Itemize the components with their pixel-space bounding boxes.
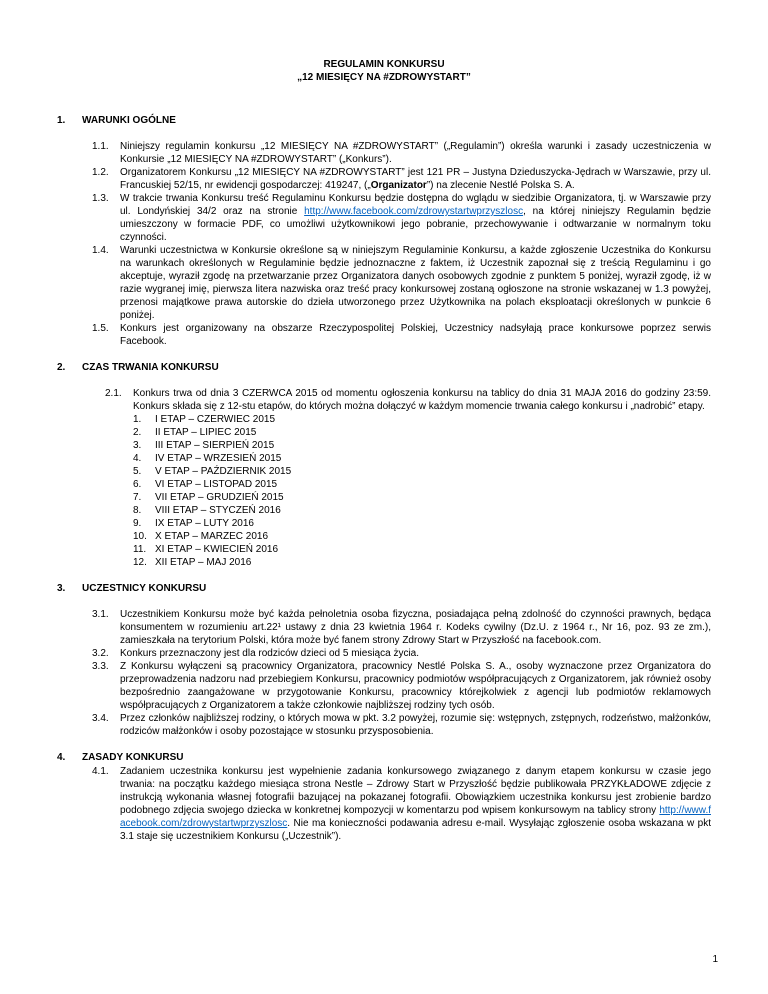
etap-item-5 bbox=[133, 465, 711, 478]
etap-item-2 bbox=[133, 426, 711, 439]
clause-number: 1.5. bbox=[92, 323, 109, 334]
etap-number: 9. bbox=[133, 518, 142, 529]
clause-text bbox=[120, 166, 711, 192]
clause-text: Przez członków najbliższej rodziny, o których mowa w pkt. 3.2 powyżej, rozumie się: wstępnych, zstępnych, rodzeństwo, małżonków, rodziców małżonków i osoby pozostające w stosunku przysposobienia. bbox=[120, 713, 711, 737]
clause-text: Uczestnikiem Konkursu może być każda pełnoletnia osoba fizyczna, posiadająca pełną zdolność do czynności prawnych, będąca konsumentem w rozumieniu art.22¹ ustawy z dnia 23 kwietnia 1964 r. Kodeks cywilny (Dz.U. z 1964 r., Nr 16, poz. 93 ze zm.), zamieszkała na terytorium Polski, która może być fanem strony Zdrowy Start w Przyszłość na facebook.com. bbox=[120, 609, 711, 646]
clause-1-5 bbox=[92, 322, 711, 348]
clause-3-2 bbox=[92, 647, 711, 660]
etap-number: 4. bbox=[133, 453, 142, 464]
section-warunki-ogolne bbox=[57, 114, 711, 348]
clause-text-part: Konkurs trwa od dnia 3 CZERWCA 2015 od momentu ogłoszenia konkursu na tablicy do dnia 31 MAJA 2016 do godziny 23:59. Konkurs składa się z 12-stu etapów, do których można dołączyć w każdym momencie trwania całego konkursu i „nadrobić” etapy. bbox=[133, 388, 711, 412]
clause-text bbox=[120, 765, 711, 843]
page-number: 1 bbox=[712, 954, 718, 965]
clause-1-4 bbox=[92, 244, 711, 322]
clause-number: 1.2. bbox=[92, 167, 109, 178]
clause-text-part: ”) na zlecenie Nestlé Polska S. A. bbox=[426, 180, 575, 191]
clause-text bbox=[133, 387, 711, 569]
etap-item-1 bbox=[133, 413, 711, 426]
section-number: 3. bbox=[57, 583, 66, 594]
etap-label: I ETAP – CZERWIEC 2015 bbox=[155, 414, 276, 425]
clause-3-1 bbox=[92, 608, 711, 647]
etap-item-11 bbox=[133, 543, 711, 556]
etap-number: 11. bbox=[133, 544, 147, 555]
clause-text-part: , na której niniejszy Regulamin będzie umieszczony w formacie PDF, co umożliwi użytkownikowi jego pobranie, przechowywanie i odtwarzanie w normalnym toku czynności. bbox=[120, 206, 711, 243]
etap-number: 5. bbox=[133, 466, 142, 477]
etap-label: IX ETAP – LUTY 2016 bbox=[155, 518, 254, 529]
clause-text bbox=[120, 192, 711, 244]
etap-label: VIII ETAP – STYCZEŃ 2016 bbox=[155, 505, 281, 516]
etap-label: IV ETAP – WRZESIEŃ 2015 bbox=[155, 453, 282, 464]
etap-label: VI ETAP – LISTOPAD 2015 bbox=[155, 479, 278, 490]
etap-number: 2. bbox=[133, 427, 142, 438]
clause-2-1 bbox=[105, 387, 711, 569]
etap-label: XI ETAP – KWIECIEŃ 2016 bbox=[155, 544, 279, 555]
clause-text: Konkurs jest organizowany na obszarze Rzeczypospolitej Polskiej, Uczestnicy nadsyłają prace konkursowe poprzez serwis Facebook. bbox=[120, 323, 711, 347]
clause-3-3 bbox=[92, 660, 711, 712]
clause-text-part: Zadaniem uczestnika konkursu jest wypełnienie zadania konkursowego związanego z danym etapem konkursu w czasie jego trwania: na początku każdego miesiąca strona Nestle – Zdrowy Start w Przyszłość będzie publikowała PRZYKŁADOWE zdjęcie z instrukcją wykonania własnej fotografii bazującej na pokazanej fotografii. Obowiązkiem uczestnika konkursu jest zrobienie bardzo podobnego zdjęcia swojego dziecka w konkretnej kompozycji w komentarzu pod wpisem konkursowym na tablicy strony bbox=[120, 766, 711, 816]
clause-number: 3.1. bbox=[92, 609, 109, 620]
clause-number: 2.1. bbox=[105, 388, 122, 399]
clause-number: 1.1. bbox=[92, 141, 109, 152]
clause-1-2 bbox=[92, 166, 711, 192]
section-title: WARUNKI OGÓLNE bbox=[82, 115, 176, 126]
section-heading-3 bbox=[57, 582, 711, 595]
facebook-link[interactable]: http://www.facebook.com/zdrowystartwprzyszlosc bbox=[304, 206, 524, 217]
organizator-bold-term: Organizator bbox=[370, 180, 427, 191]
etap-number: 1. bbox=[133, 414, 142, 425]
etap-label: III ETAP – SIERPIEŃ 2015 bbox=[155, 440, 275, 451]
section-number: 4. bbox=[57, 752, 66, 763]
etap-item-3 bbox=[133, 439, 711, 452]
etap-item-10 bbox=[133, 530, 711, 543]
clause-text: Warunki uczestnictwa w Konkursie określone są w niniejszym Regulaminie Konkursu, a każde zgłoszenie Uczestnika do Konkursu na warunkach określonych w Regulaminie będzie jednoznaczne z faktem, iż Uczestnik zapoznał się z treścią Regulaminu i go akceptuje, wyraził zgodę na przetwarzanie przez Organizatora danych osobowych zgodnie z punktem 5 poniżej, wyraził zgodę, iż w razie wygranej imię, pierwsza litera nazwiska oraz treść pracy konkursowej zostaną ogłoszone na stronie wskazanej w 1.3 powyżej, przenosi majątkowe prawa autorskie do dzieła utworzonego przez Użytkownika na polach eksploatacji określonych w punkcie 6 poniżej. bbox=[120, 245, 711, 321]
document-title-line1: REGULAMIN KONKURSU bbox=[323, 59, 445, 70]
clause-1-1 bbox=[92, 140, 711, 166]
clause-text: Z Konkursu wyłączeni są pracownicy Organizatora, pracownicy Nestlé Polska S. A., osoby wyznaczone przez Organizatora do przeprowadzenia nadzoru nad przebiegiem Konkursu, pracownicy podmiotów współpracujących z Organizatorem, jak również osoby bezpośrednio zaangażowane w przygotowanie Konkursu, pracownicy którejkolwiek z agencji lub podmiotów reklamowych współpracujących z Organizatorem a także członkowie najbliższej rodziny tych osób. bbox=[120, 661, 711, 711]
clause-4-1 bbox=[92, 765, 711, 843]
etap-label: X ETAP – MARZEC 2016 bbox=[155, 531, 269, 542]
etap-label: V ETAP – PAŹDZIERNIK 2015 bbox=[155, 466, 292, 477]
etap-item-7 bbox=[133, 491, 711, 504]
section-number: 2. bbox=[57, 362, 66, 373]
section-heading-2 bbox=[57, 361, 711, 374]
clause-3-4 bbox=[92, 712, 711, 738]
clause-number: 3.2. bbox=[92, 648, 109, 659]
etap-label: II ETAP – LIPIEC 2015 bbox=[155, 427, 257, 438]
clause-text-part: . Nie ma konieczności podawania adresu e-mail. Wysyłając zgłoszenie osoba wskazana w pkt 3.1 staje się uczestnikiem Konkursu („Uczestnik”). bbox=[120, 818, 711, 842]
section-heading-1 bbox=[57, 114, 711, 127]
clause-text: Niniejszy regulamin konkursu „12 MIESIĘCY NA #ZDROWYSTART” („Regulamin”) określa warunki i zasady uczestniczenia w Konkursie „12 MIESIĘCY NA #ZDROWYSTART” („Konkurs”). bbox=[120, 141, 711, 165]
section-title: ZASADY KONKURSU bbox=[82, 752, 184, 763]
etap-item-9 bbox=[133, 517, 711, 530]
clause-number: 3.4. bbox=[92, 713, 109, 724]
clause-text: Konkurs przeznaczony jest dla rodziców dzieci od 5 miesiąca życia. bbox=[120, 648, 420, 659]
section-zasady bbox=[57, 751, 711, 843]
clause-number: 4.1. bbox=[92, 766, 109, 777]
section-title: UCZESTNICY KONKURSU bbox=[82, 583, 207, 594]
section-czas-trwania bbox=[57, 361, 711, 569]
clause-1-3 bbox=[92, 192, 711, 244]
section-heading-4 bbox=[57, 751, 711, 764]
etap-number: 10. bbox=[133, 531, 147, 542]
section-uczestnicy bbox=[57, 582, 711, 738]
clause-text-part: W trakcie trwania Konkursu treść Regulaminu Konkursu będzie dostępna do wglądu w siedzibie Organizatora, tj. w Warszawie przy ul. Londyńskiej 34/2 oraz na stronie bbox=[120, 193, 711, 217]
etap-item-4 bbox=[133, 452, 711, 465]
facebook-link[interactable]: http://www.facebook.com/zdrowystartwprzyszlosc bbox=[120, 805, 711, 829]
section-title: CZAS TRWANIA KONKURSU bbox=[82, 362, 219, 373]
etap-number: 12. bbox=[133, 557, 147, 568]
etap-item-12 bbox=[133, 556, 711, 569]
etap-label: VII ETAP – GRUDZIEŃ 2015 bbox=[155, 492, 284, 503]
etap-number: 8. bbox=[133, 505, 142, 516]
clause-number: 1.3. bbox=[92, 193, 109, 204]
clause-text-part: Organizatorem Konkursu „12 MIESIĘCY NA #ZDROWYSTART” jest 121 PR – Justyna Dzieduszycka-Jędrach w Warszawie, przy ul. Francuskiej 52/15, nr ewidencji gospodarczej: 419247, („ bbox=[120, 167, 711, 191]
etap-list bbox=[133, 413, 711, 569]
document-title bbox=[57, 58, 711, 84]
section-number: 1. bbox=[57, 115, 66, 126]
clause-number: 3.3. bbox=[92, 661, 109, 672]
document-title-line2: „12 MIESIĘCY NA #ZDROWYSTART” bbox=[297, 72, 471, 83]
etap-number: 3. bbox=[133, 440, 142, 451]
etap-number: 7. bbox=[133, 492, 142, 503]
etap-item-8 bbox=[133, 504, 711, 517]
etap-number: 6. bbox=[133, 479, 142, 490]
etap-label: XII ETAP – MAJ 2016 bbox=[155, 557, 252, 568]
etap-item-6 bbox=[133, 478, 711, 491]
clause-number: 1.4. bbox=[92, 245, 109, 256]
